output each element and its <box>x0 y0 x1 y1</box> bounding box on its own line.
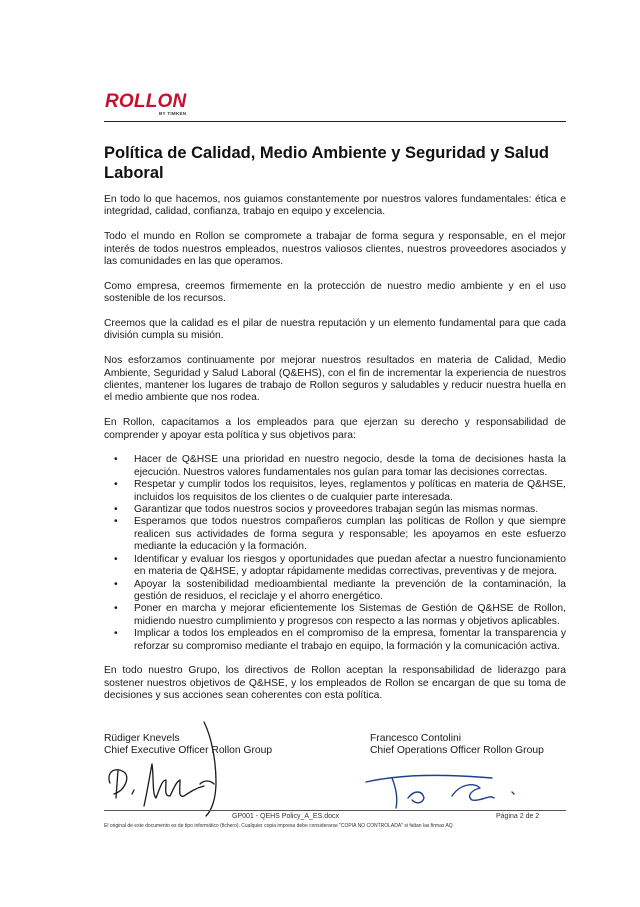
footer-disclaimer: El original de este documento es de tipo informático (fichero). Cualquier copia impresa debe considerarse "COPIA NO CONTROLADA" si faltan las firmas AQ <box>104 823 453 829</box>
paragraph-closing: En todo nuestro Grupo, los directivos de Rollon aceptan la responsabilidad de liderazgo para sostener nuestros objetivos de Q&HSE, y los empleados de Rollon se encargan de que su toma de decisiones y sus acciones sean coherentes con esta política. <box>104 665 566 702</box>
signatory-role: Chief Executive Officer Rollon Group <box>104 745 273 757</box>
footer-rule <box>104 810 566 811</box>
logo-subtitle: BY TIMKEN <box>159 111 187 116</box>
list-item: • Garantizar que todos nuestros socios y proveedores trabajan según las mismas normas. <box>134 504 566 516</box>
paragraph-improvement: Nos esforzamos continuamente por mejorar nuestros resultados en materia de Calidad, Medio Ambiente, Seguridad y Salud Laboral (Q&EHS), con el fin de incrementar la experiencia de nuestros clientes, mantener los lugares de trabajo de Rollon seguros y saludables y reducir nuestra huella en el medio ambiente que nos rodea. <box>104 355 566 404</box>
paragraph-empowerment: En Rollon, capacitamos a los empleados para que ejerzan su derecho y responsabilidad de comprender y apoyar esta política y sus objetivos para: <box>104 417 566 441</box>
logo-brand: ROLLON <box>105 91 187 112</box>
header-rule <box>104 121 566 122</box>
footer-filename: GP001 - QEHS Policy_A_ES.docx <box>232 813 339 820</box>
list-item: • Respetar y cumplir todos los requisitos, leyes, reglamentos y políticas en materia de Q&HSE, incluidos los requisitos de los clientes o de cualquier parte interesada. <box>134 479 566 504</box>
list-item: • Hacer de Q&HSE una prioridad en nuestro negocio, desde la toma de decisiones hasta la ejecución. Nuestros valores fundamentales nos guían para tomar las decisiones correctas. <box>134 454 566 479</box>
document-title: Política de Calidad, Medio Ambiente y Seguridad y Salud Laboral <box>104 144 549 182</box>
paragraph-values: En todo lo que hacemos, nos guiamos constantemente por nuestros valores fundamentales: ética e integridad, calidad, confianza, trabajo en equipo y excelencia. <box>104 194 566 218</box>
document-body <box>104 194 566 715</box>
paragraph-commitment: Todo el mundo en Rollon se compromete a trabajar de forma segura y responsable, en el mejor interés de todos nuestros empleados, nuestros valiosos clientes, nuestros proveedores asociados y las comunidades en las que operamos. <box>104 231 566 268</box>
list-item: • Esperamos que todos nuestros compañeros cumplan las políticas de Rollon y que siempre realicen sus actividades de forma segura y responsable; les apoyamos en este esfuerzo mediante la educación y la formación. <box>134 516 566 553</box>
paragraph-environment: Como empresa, creemos firmemente en la protección de nuestro medio ambiente y en el uso sostenible de los recursos. <box>104 280 566 305</box>
signatory-role: Chief Operations Officer Rollon Group <box>370 745 544 757</box>
signature-ceo <box>100 718 230 818</box>
signature-coo <box>362 772 542 812</box>
objectives-list <box>104 454 566 653</box>
list-item: • Implicar a todos los empleados en el compromiso de la empresa, fomentar la transparencia y reforzar su compromiso mediante el trabajo en equipo, la formación y la comunicación activa. <box>134 628 566 653</box>
list-item: • Poner en marcha y mejorar eficientemente los Sistemas de Gestión de Q&HSE de Rollon, midiendo nuestro cumplimiento y progresos con respecto a las normas y objetivos aplicables. <box>134 603 566 628</box>
rollon-logo <box>105 91 187 116</box>
paragraph-quality: Creemos que la calidad es el pilar de nuestra reputación y un elemento fundamental para que cada división cumpla su misión. <box>104 318 566 342</box>
list-item: • Apoyar la sostenibilidad medioambiental mediante la prevención de la contaminación, la gestión de residuos, el reciclaje y el ahorro energético. <box>134 579 566 604</box>
footer-page-number: Página 2 de 2 <box>496 813 540 820</box>
signatory-name: Rüdiger Knevels <box>104 733 180 744</box>
list-item: • Identificar y evaluar los riesgos y oportunidades que puedan afectar a nuestro funcionamiento en materia de Q&HSE, y adoptar rápidamente medidas correctivas, preventivas y de mejora. <box>134 554 566 579</box>
signatory-name: Francesco Contolini <box>370 733 461 744</box>
signatory-coo <box>370 733 544 758</box>
